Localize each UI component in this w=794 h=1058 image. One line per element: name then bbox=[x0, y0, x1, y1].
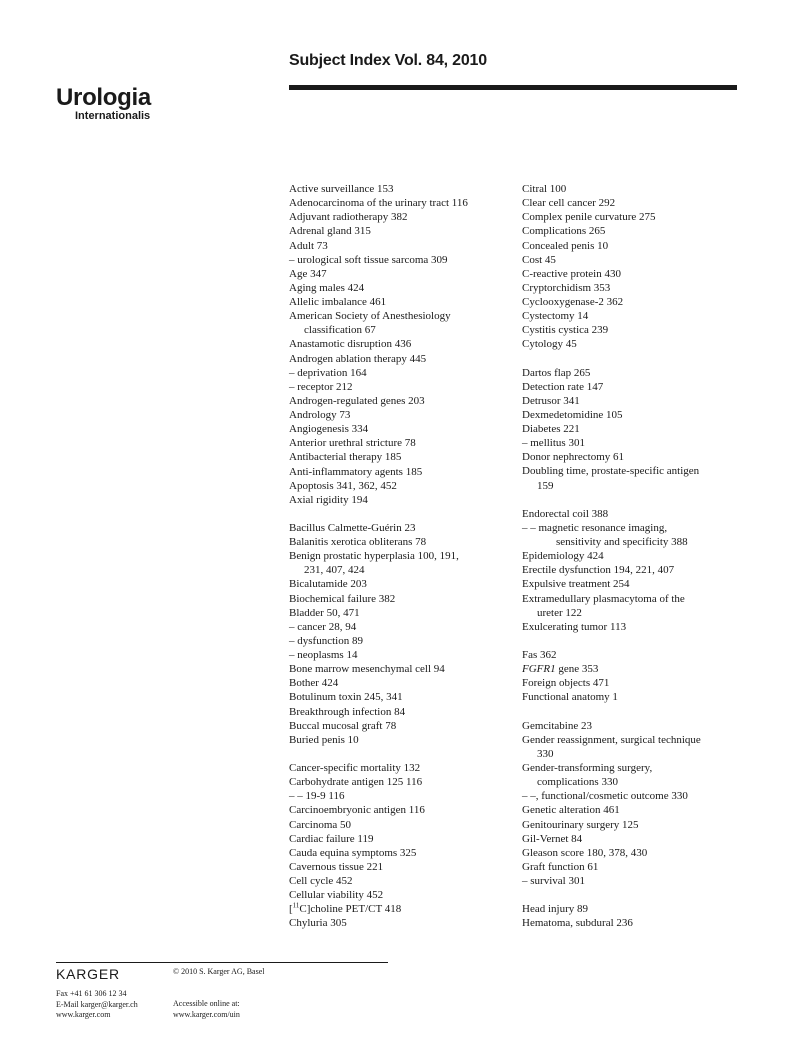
index-entry: Donor nephrectomy 61 bbox=[522, 451, 625, 464]
journal-logo: Urologia bbox=[56, 84, 151, 111]
index-subentry: – – 19-9 116 bbox=[289, 790, 345, 803]
fax-number: Fax +41 61 306 12 34 bbox=[56, 989, 127, 998]
index-entry: Cryptorchidism 353 bbox=[522, 281, 611, 294]
index-entry: Complications 265 bbox=[522, 225, 606, 238]
index-entry: Cancer-specific mortality 132 bbox=[289, 762, 421, 775]
index-entry: Fas 362 bbox=[522, 649, 557, 662]
email-link[interactable]: E-Mail karger@karger.ch bbox=[56, 999, 138, 1009]
page-title: Subject Index Vol. 84, 2010 bbox=[289, 52, 487, 69]
index-entry: Graft function 61 bbox=[522, 860, 599, 873]
index-subentry: – deprivation 164 bbox=[289, 366, 367, 379]
index-entry: Age 347 bbox=[289, 267, 327, 280]
index-subentry: – neoplasms 14 bbox=[289, 649, 358, 662]
index-subentry: – survival 301 bbox=[522, 875, 585, 888]
index-entry: Anastamotic disruption 436 bbox=[289, 338, 412, 351]
index-entry: Diabetes 221 bbox=[522, 423, 580, 436]
journal-url-link[interactable]: www.karger.com/uin bbox=[173, 1009, 240, 1019]
index-entry: Active surveillance 153 bbox=[289, 183, 394, 195]
index-entry: Cauda equina symptoms 325 bbox=[289, 846, 417, 859]
index-subentry: – urological soft tissue sarcoma 309 bbox=[289, 253, 448, 266]
index-subentry: – – magnetic resonance imaging, bbox=[522, 521, 668, 534]
index-entry: Head injury 89 bbox=[522, 903, 588, 916]
index-entry: Buccal mucosal graft 78 bbox=[289, 719, 397, 732]
index-entry: Anti-inflammatory agents 185 bbox=[289, 465, 423, 478]
index-entry: Botulinum toxin 245, 341 bbox=[289, 691, 403, 704]
section-gap bbox=[522, 705, 742, 719]
index-entry: Buried penis 10 bbox=[289, 733, 359, 746]
index-entry: Gender reassignment, surgical technique bbox=[522, 733, 701, 746]
index-entry: Foreign objects 471 bbox=[522, 677, 610, 690]
index-entry: Apoptosis 341, 362, 452 bbox=[289, 479, 397, 492]
index-entry: Erectile dysfunction 194, 221, 407 bbox=[522, 564, 675, 577]
index-entry-choline bbox=[289, 902, 514, 916]
index-entry: Extramedullary plasmacytoma of the bbox=[522, 592, 685, 605]
index-entry: Bacillus Calmette-Guérin 23 bbox=[289, 521, 416, 534]
index-entry: Androgen-regulated genes 203 bbox=[289, 394, 425, 407]
index-entry: Doubling time, prostate-specific antigen bbox=[522, 465, 700, 478]
index-entry: Cyclooxygenase-2 362 bbox=[522, 296, 624, 308]
index-entry-fgfr1 bbox=[522, 662, 742, 676]
index-entry: Biochemical failure 382 bbox=[289, 592, 396, 605]
index-entry: Bicalutamide 203 bbox=[289, 578, 367, 591]
index-entry: Cardiac failure 119 bbox=[289, 832, 374, 845]
index-entry: Detrusor 341 bbox=[522, 394, 580, 407]
index-entry: Cystectomy 14 bbox=[522, 310, 589, 323]
index-subentry: – mellitus 301 bbox=[522, 437, 585, 450]
index-entry: Dexmedetomidine 105 bbox=[522, 408, 623, 421]
index-entry: Expulsive treatment 254 bbox=[522, 578, 630, 591]
bracket-open: [ bbox=[289, 903, 293, 916]
index-entry: Cell cycle 452 bbox=[289, 875, 353, 888]
index-entry: Gil-Vernet 84 bbox=[522, 832, 583, 845]
index-column-left bbox=[289, 182, 514, 931]
index-entry: Bother 424 bbox=[289, 677, 339, 690]
index-entry-continuation: sensitivity and specificity 388 bbox=[556, 536, 688, 549]
index-entry: Exulcerating tumor 113 bbox=[522, 620, 627, 633]
section-gap bbox=[289, 747, 514, 761]
index-entry: Hematoma, subdural 236 bbox=[522, 917, 633, 930]
website-link[interactable]: www.karger.com bbox=[56, 1010, 111, 1019]
index-entry-continuation: ureter 122 bbox=[537, 606, 582, 619]
index-entry: Allelic imbalance 461 bbox=[289, 296, 387, 308]
index-entry: Anterior urethral stricture 78 bbox=[289, 437, 416, 450]
index-column-right bbox=[522, 182, 742, 931]
index-entry: Cost 45 bbox=[522, 253, 556, 266]
index-entry: Benign prostatic hyperplasia 100, 191, bbox=[289, 550, 459, 563]
index-entry: Carcinoembryonic antigen 116 bbox=[289, 804, 425, 817]
index-entry: Andrology 73 bbox=[289, 409, 351, 421]
index-entry: Cystitis cystica 239 bbox=[522, 324, 609, 337]
accessible-label: Accessible online at: bbox=[173, 999, 240, 1008]
index-entry: Gemcitabine 23 bbox=[522, 719, 592, 732]
section-gap bbox=[522, 493, 742, 507]
index-entry: Cellular viability 452 bbox=[289, 889, 384, 902]
index-entry: Antibacterial therapy 185 bbox=[289, 451, 402, 464]
index-entry: Genetic alteration 461 bbox=[522, 804, 620, 817]
index-entry: American Society of Anesthesiology bbox=[289, 310, 451, 323]
index-subentry: – cancer 28, 94 bbox=[289, 620, 357, 633]
index-entry: Breakthrough infection 84 bbox=[289, 705, 406, 718]
index-entry: Adrenal gland 315 bbox=[289, 225, 371, 238]
gene-name: FGFR1 bbox=[522, 663, 556, 676]
index-entry: Bladder 50, 471 bbox=[289, 606, 360, 619]
index-entry: Axial rigidity 194 bbox=[289, 493, 368, 506]
index-entry-continuation: classification 67 bbox=[304, 324, 376, 337]
choline-term: C]choline PET/CT 418 bbox=[299, 903, 402, 916]
index-entry: Complex penile curvature 275 bbox=[522, 211, 656, 224]
index-entry-continuation: 330 bbox=[537, 747, 554, 760]
index-entry-continuation: 231, 407, 424 bbox=[304, 564, 365, 577]
index-entry-continuation: 159 bbox=[537, 479, 554, 492]
index-entry: Concealed penis 10 bbox=[522, 239, 609, 252]
section-gap bbox=[522, 888, 742, 902]
online-access bbox=[173, 999, 240, 1020]
section-gap bbox=[289, 507, 514, 521]
index-subentry: – dysfunction 89 bbox=[289, 634, 363, 647]
isotope-superscript: 11 bbox=[292, 901, 300, 910]
index-entry: Adjuvant radiotherapy 382 bbox=[289, 211, 408, 224]
copyright-notice: © 2010 S. Karger AG, Basel bbox=[173, 967, 265, 976]
index-subentry: – –, functional/cosmetic outcome 330 bbox=[522, 790, 688, 803]
contact-info bbox=[56, 989, 138, 1021]
index-entry: Carbohydrate antigen 125 116 bbox=[289, 776, 423, 789]
index-entry: Aging males 424 bbox=[289, 281, 365, 294]
index-entry: Adult 73 bbox=[289, 239, 328, 252]
index-entry: Cytology 45 bbox=[522, 338, 577, 351]
index-entry: Cavernous tissue 221 bbox=[289, 860, 384, 873]
index-entry: Adenocarcinoma of the urinary tract 116 bbox=[289, 197, 468, 210]
index-entry: Angiogenesis 334 bbox=[289, 423, 369, 436]
publisher-logo: KARGER bbox=[56, 966, 120, 982]
index-entry: Androgen ablation therapy 445 bbox=[289, 352, 427, 365]
index-entry: Dartos flap 265 bbox=[522, 366, 591, 379]
index-entry: Gender-transforming surgery, bbox=[522, 762, 653, 775]
index-entry: Epidemiology 424 bbox=[522, 550, 604, 563]
index-entry: Detection rate 147 bbox=[522, 380, 604, 393]
index-entry: Balanitis xerotica obliterans 78 bbox=[289, 536, 427, 549]
index-entry: Bone marrow mesenchymal cell 94 bbox=[289, 663, 445, 676]
title-rule bbox=[289, 85, 737, 90]
index-entry-continuation: complications 330 bbox=[537, 776, 618, 789]
index-entry: Genitourinary surgery 125 bbox=[522, 818, 639, 831]
footer-rule bbox=[56, 962, 388, 963]
index-entry: Citral 100 bbox=[522, 183, 567, 195]
index-entry: Gleason score 180, 378, 430 bbox=[522, 846, 648, 859]
index-entry: Endorectal coil 388 bbox=[522, 507, 609, 520]
index-entry: Clear cell cancer 292 bbox=[522, 197, 616, 210]
gene-term: gene 353 bbox=[555, 663, 599, 676]
index-entry: Chyluria 305 bbox=[289, 917, 347, 930]
section-gap bbox=[522, 352, 742, 366]
index-entry: C-reactive protein 430 bbox=[522, 267, 621, 280]
section-gap bbox=[522, 634, 742, 648]
index-entry: Functional anatomy 1 bbox=[522, 691, 618, 704]
index-entry: Carcinoma 50 bbox=[289, 818, 352, 831]
journal-subtitle: Internationalis bbox=[75, 110, 151, 122]
index-subentry: – receptor 212 bbox=[289, 380, 353, 393]
